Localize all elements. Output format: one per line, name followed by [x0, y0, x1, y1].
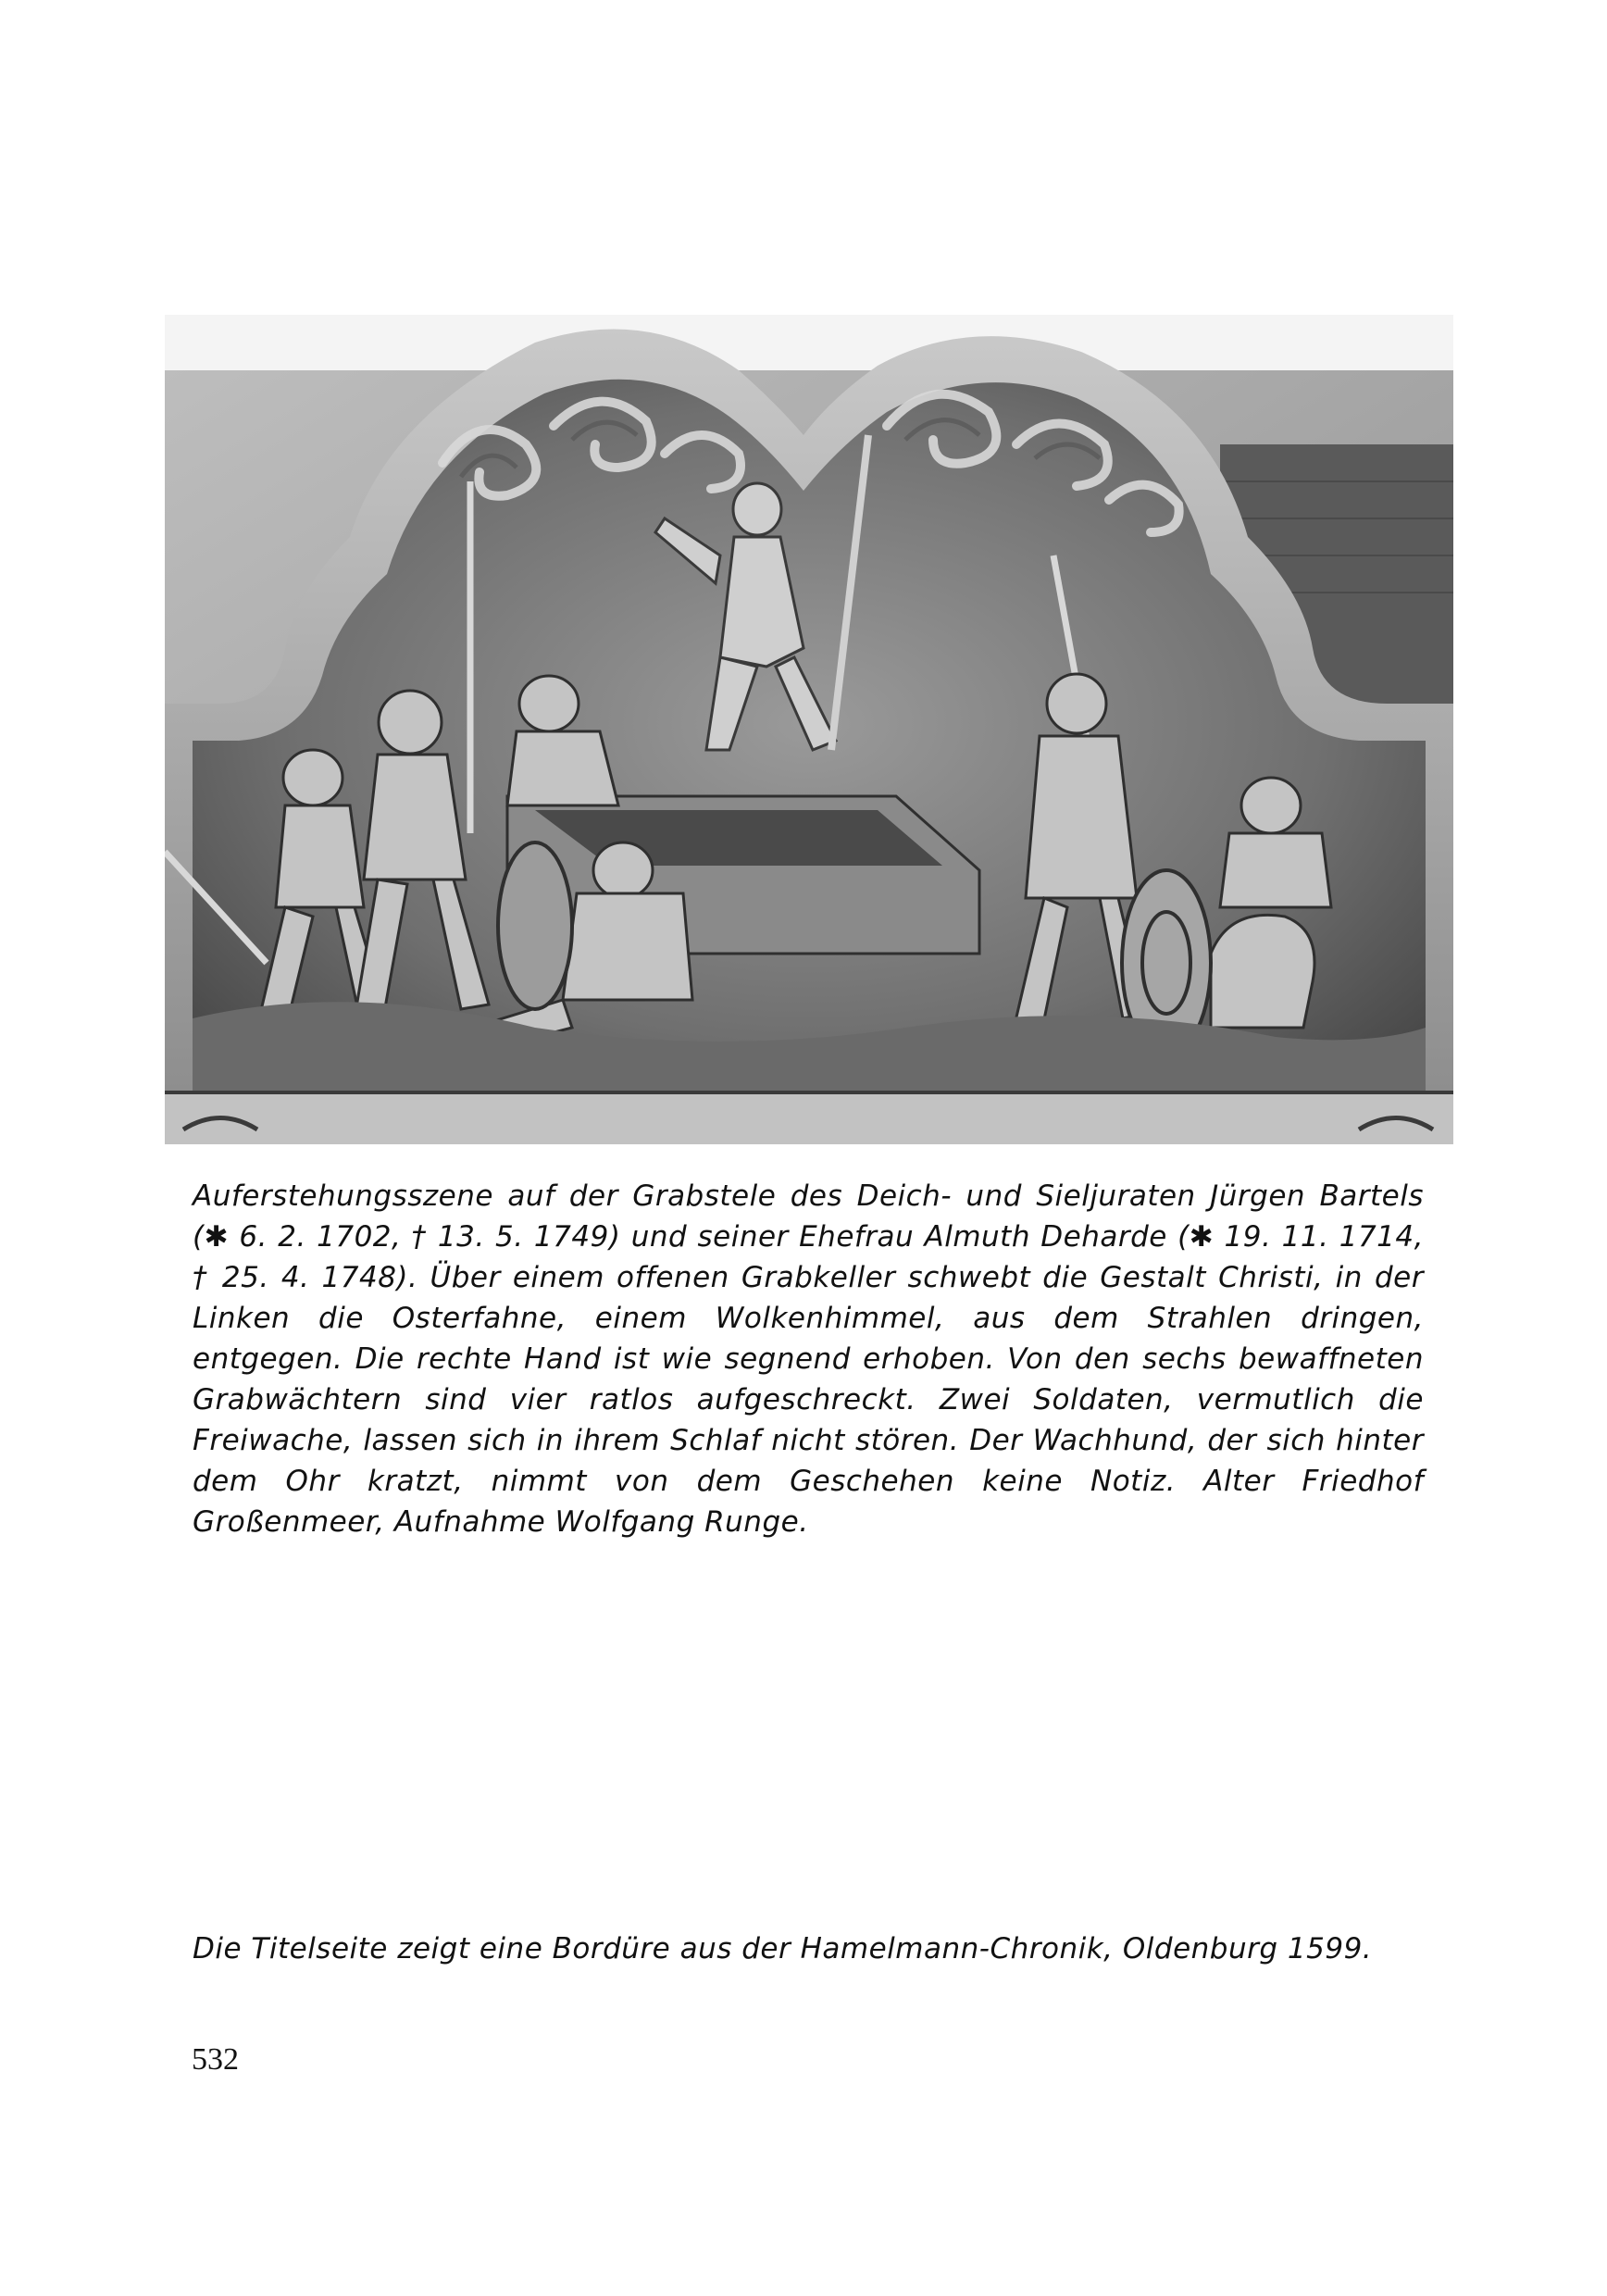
page-number: 532 — [192, 2042, 239, 2077]
relief-photo — [165, 315, 1453, 1144]
relief-photo-icon — [165, 315, 1453, 1144]
title-page-note: Die Titelseite zeigt eine Bordüre aus der Hamelmann-Chronik, Oldenburg 1599. — [193, 1932, 1373, 1965]
figure-caption: Auferstehungsszene auf der Grabstele des Deich- und Sieljuraten Jürgen Bartels (✱ 6. 2. 1702, † 13. 5. 1749) und seiner Ehefrau Almuth Deharde (✱ 19. 11. 1714, † 25. 4. 1748). Über einem offenen Grabkeller schwebt die Gestalt Christi, in der Linken die Osterfahne, einem Wolkenhimmel, aus dem Strahlen dringen, entgegen. Die rechte Hand ist wie segnend erhoben. Von den sechs bewaffneten Grabwächtern sind vier ratlos aufgeschreckt. Zwei Soldaten, vermutlich die Freiwache, lassen sich in ihrem Schlaf nicht stören. Der Wachhund, der sich hinter dem Ohr kratzt, nimmt von dem Geschehen keine Notiz. Alter Friedhof Großenmeer, Aufnahme Wolfgang Runge. — [193, 1179, 1424, 1539]
